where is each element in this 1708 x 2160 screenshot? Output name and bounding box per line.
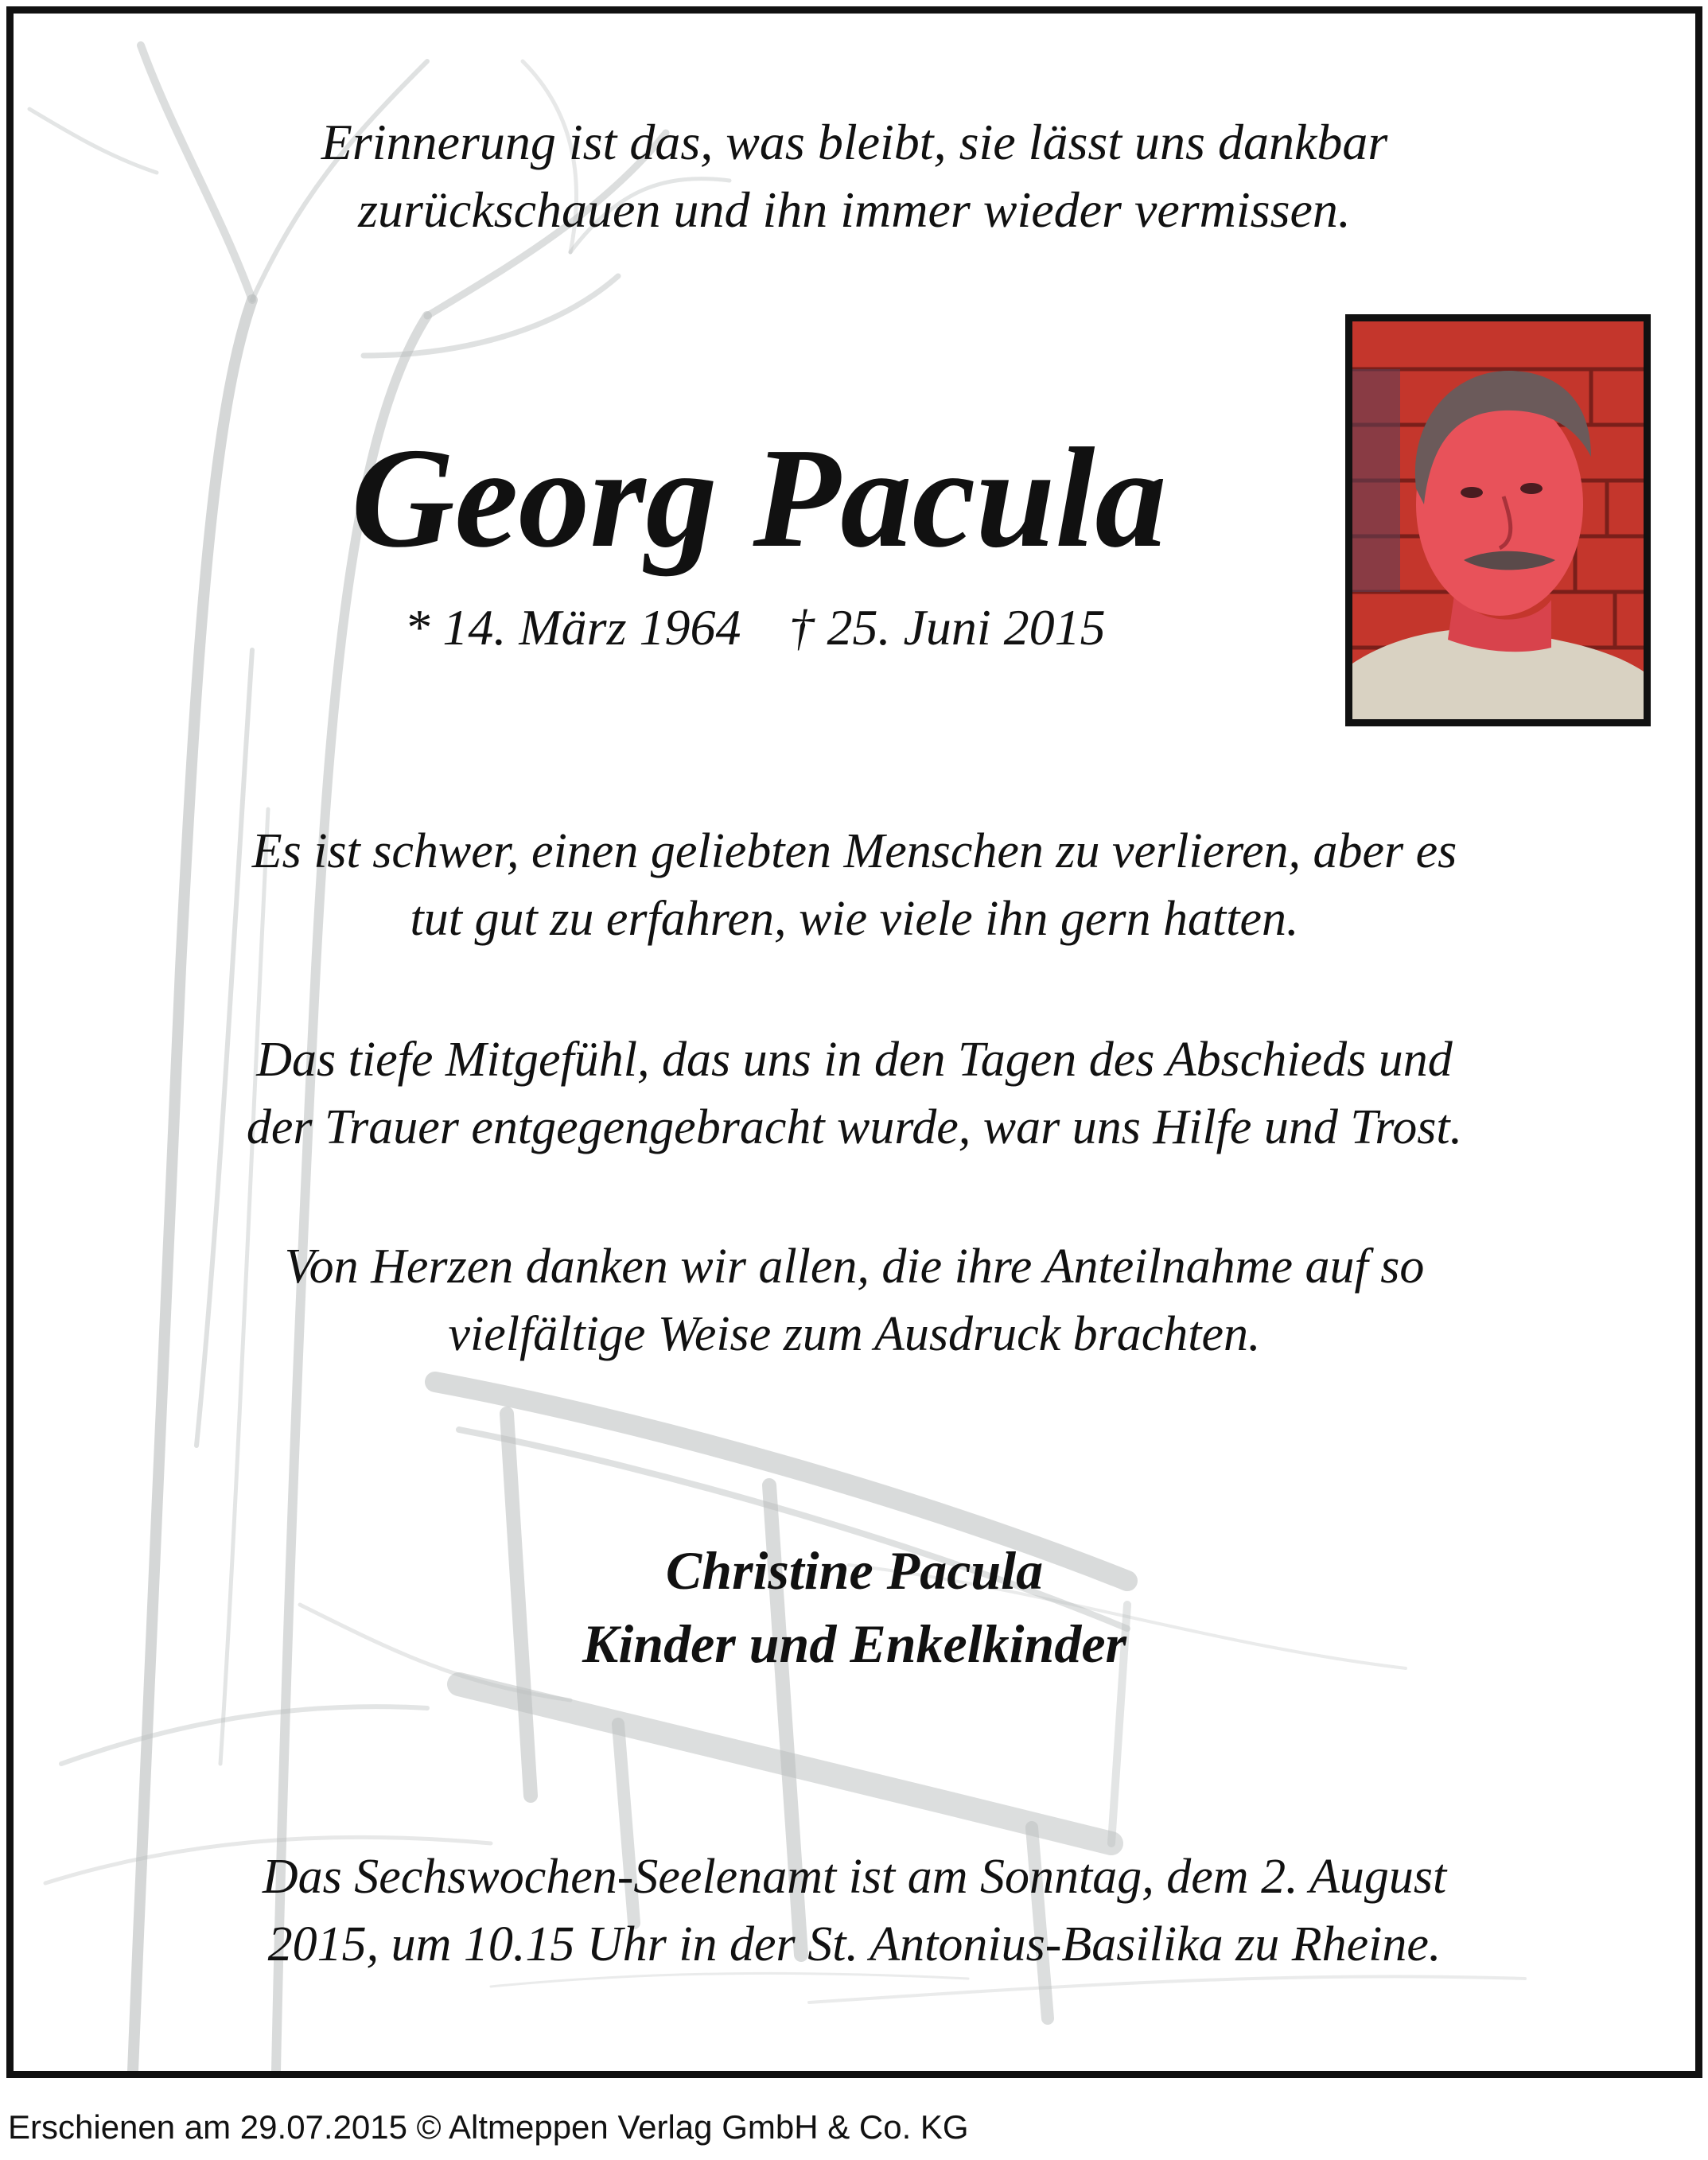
quote-line-2: zurückschauen und ihn immer wieder vermissen.	[358, 181, 1351, 238]
signer-family: Kinder und Enkelkinder	[582, 1613, 1126, 1674]
paragraph-3-line-1: Von Herzen danken wir allen, die ihre Anteilnahme auf so	[284, 1240, 1425, 1294]
publication-footer: Erschienen am 29.07.2015 © Altmeppen Verlag GmbH & Co. KG	[8, 2108, 969, 2146]
deceased-name: Georg Pacula	[351, 418, 1167, 577]
birth-date: * 14. März 1964	[404, 599, 741, 656]
paragraph-2-line-1: Das tiefe Mitgefühl, das uns in den Tagen des Abschieds und	[256, 1033, 1453, 1087]
service-line-1: Das Sechswochen-Seelenamt ist am Sonntag, dem 2. August	[262, 1850, 1447, 1904]
service-line-2: 2015, um 10.15 Uhr in der St. Antonius-Basilika zu Rheine.	[267, 1917, 1441, 1971]
quote-line-1: Erinnerung ist das, was bleibt, sie lässt uns dankbar	[321, 114, 1388, 170]
paragraph-1-line-2: tut gut zu erfahren, wie viele ihn gern hatten.	[410, 892, 1299, 946]
paragraph-1-line-1: Es ist schwer, einen geliebten Menschen zu verlieren, aber es	[251, 824, 1457, 878]
death-date: † 25. Juni 2015	[788, 599, 1106, 656]
signer-name: Christine Pacula	[665, 1540, 1044, 1601]
obituary-notice	[6, 6, 1702, 2078]
portrait-photo	[1345, 314, 1651, 726]
paragraph-3-line-2: vielfältige Weise zum Ausdruck brachten.	[448, 1307, 1261, 1361]
paragraph-2-line-2: der Trauer entgegengebracht wurde, war uns Hilfe und Trost.	[246, 1100, 1463, 1154]
